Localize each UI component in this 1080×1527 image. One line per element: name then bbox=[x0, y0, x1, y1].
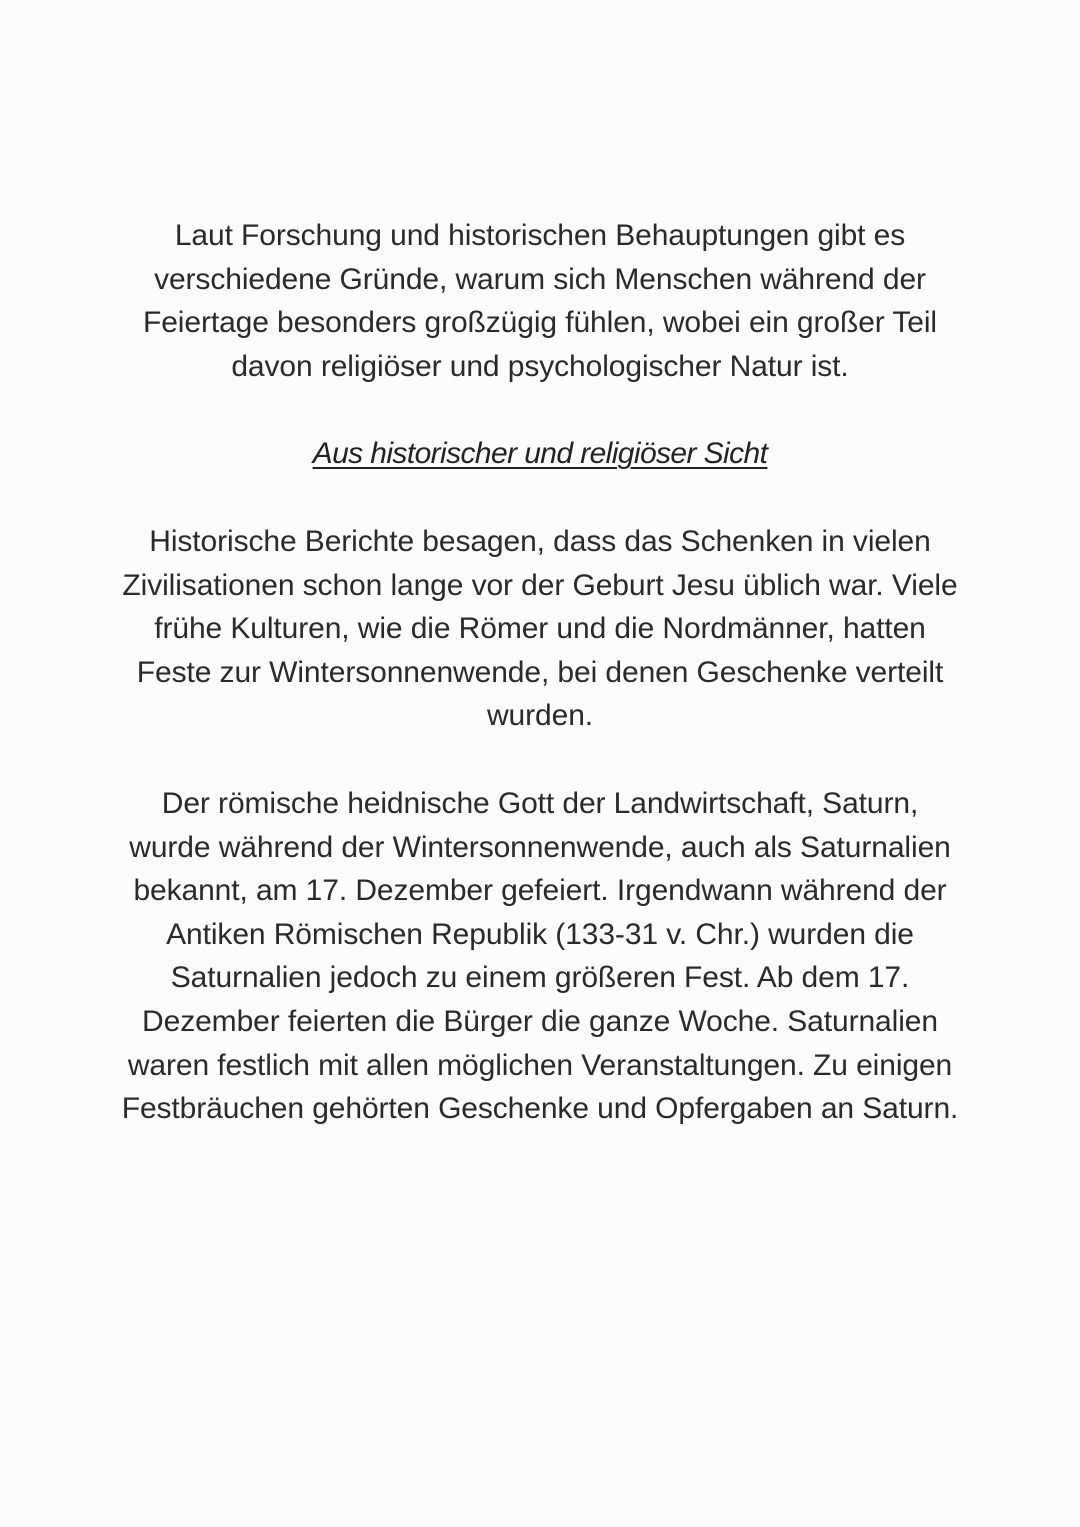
intro-paragraph: Laut Forschung und historischen Behauptungen gibt es verschiedene Gründe, warum sich Menschen während der Feiertage besonders großzügig fühlen, wobei ein großer Teil davon religiöser und psychologischer Natur ist. bbox=[142, 219, 937, 383]
history-paragraph: Historische Berichte besagen, dass das Schenken in vielen Zivilisationen schon lange vor der Geburt Jesu üblich war. Viele frühe Kulturen, wie die Römer und die Nordmänner, hatten Feste zur Wintersonnenwende, bei denen Geschenke verteilt wurden. bbox=[122, 524, 958, 733]
saturnalia-paragraph: Der römische heidnische Gott der Landwirtschaft, Saturn, wurde während der Wintersonnenwende, auch als Saturnalien bekannt, am 17. Dezember gefeiert. Irgendwann während der Antiken Römischen Republik (133-31 v. Chr.) wurden die Saturnalien jedoch zu einem größeren Fest. Ab dem 17. Dezember feierten die Bürger die ganze Woche. Saturnalien waren festlich mit allen möglichen Veranstaltungen. Zu einigen Festbräuchen gehörten Geschenke und Opfergaben an Saturn. bbox=[121, 786, 959, 1126]
document-body bbox=[120, 214, 960, 1131]
section-heading: Aus historischer und religiöser Sicht bbox=[312, 437, 768, 471]
